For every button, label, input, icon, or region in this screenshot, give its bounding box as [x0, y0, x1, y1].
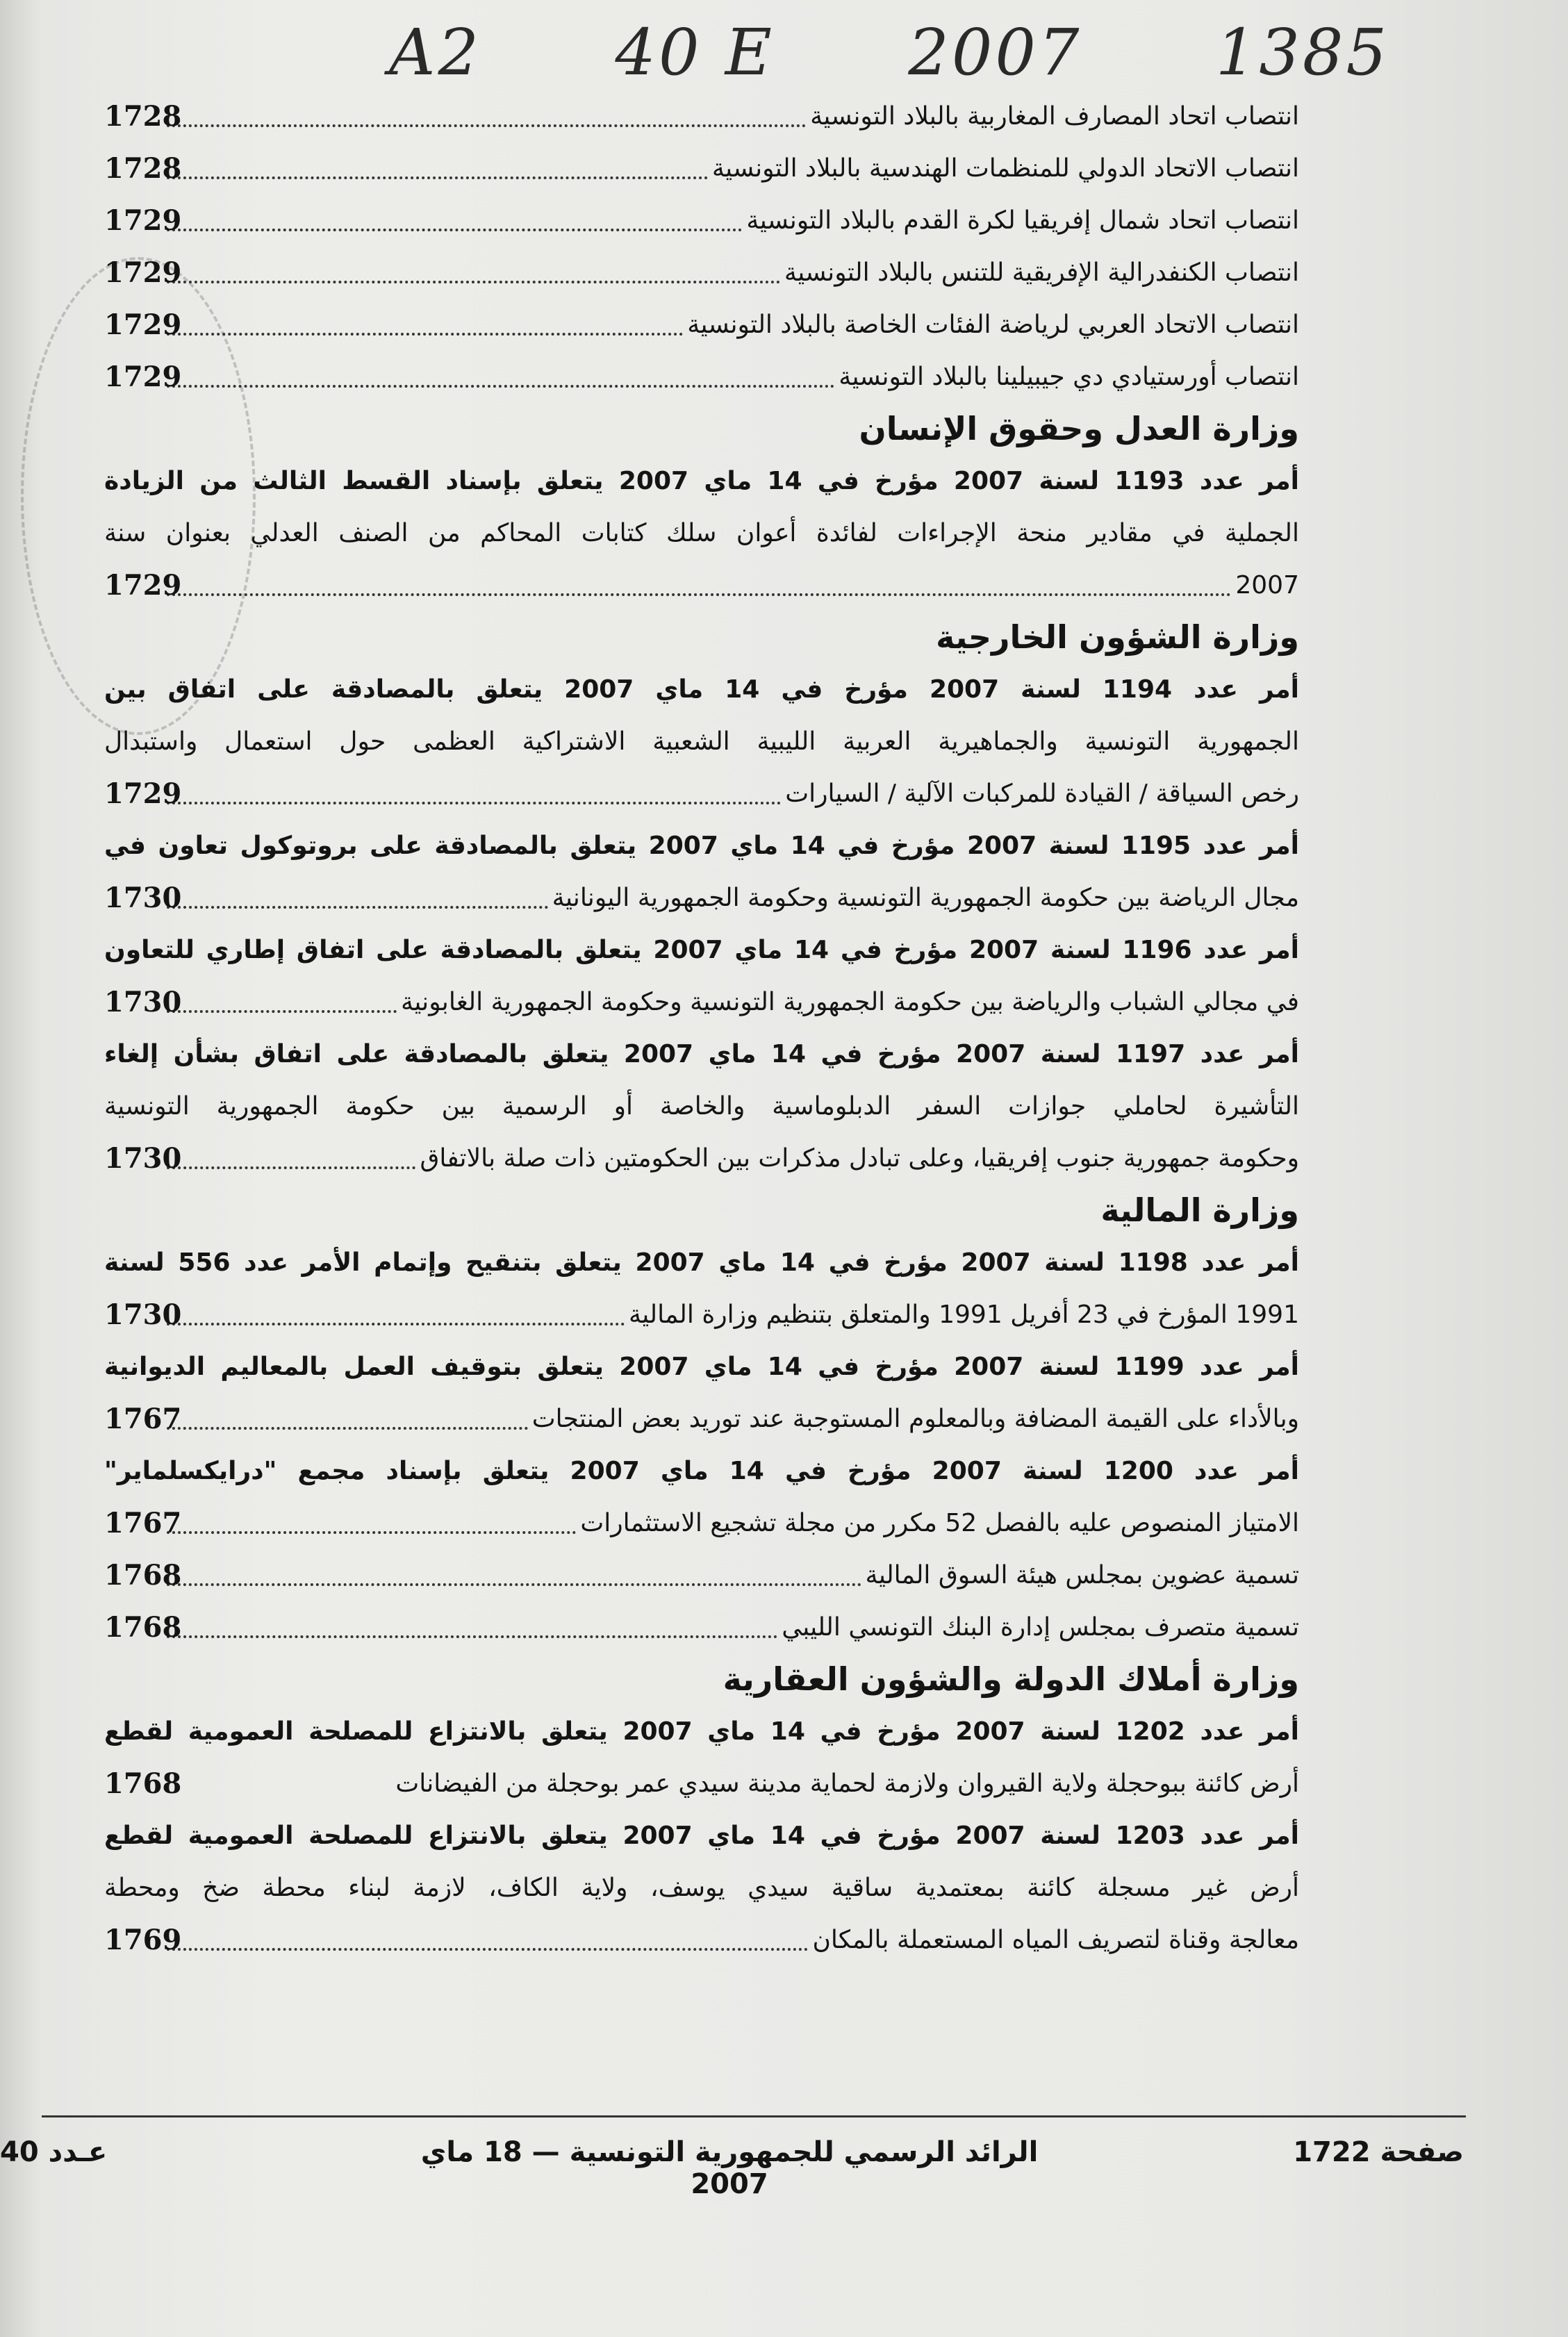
- toc-entry[interactable]: [104, 142, 1299, 195]
- ministry-heading: وزارة الشؤون الخارجية: [936, 618, 1299, 656]
- dot-leader: [167, 332, 683, 336]
- toc-entry[interactable]: [104, 559, 1299, 611]
- toc-entry-text: 1991 المؤرخ في 23 أفريل 1991 والمتعلق بتنظيم وزارة المالية: [629, 1300, 1299, 1329]
- toc-page-number: 1729: [104, 256, 182, 289]
- toc-page-number: 1767: [104, 1403, 182, 1435]
- dot-leader: [167, 801, 781, 804]
- toc-entry[interactable]: [104, 1393, 1299, 1445]
- ministry-heading: وزارة أملاك الدولة والشؤون العقارية: [723, 1660, 1299, 1698]
- toc-entry[interactable]: [104, 247, 1299, 299]
- toc-entry[interactable]: [104, 1758, 1299, 1810]
- publication-title: الرائد الرسمي للجمهورية التونسية — 18 ماي 2007: [420, 2136, 1039, 2200]
- toc-entry[interactable]: [104, 1914, 1299, 1966]
- dot-leader: [167, 593, 1231, 596]
- decree-title-line: أمر عدد 1197 لسنة 2007 مؤرخ في 14 ماي 2007 يتعلق بالمصادقة على اتفاق بشأن إلغاء: [104, 1040, 1300, 1068]
- dot-leader: [167, 1583, 861, 1586]
- dot-leader: [167, 124, 806, 127]
- decree-title-line: أمر عدد 1202 لسنة 2007 مؤرخ في 14 ماي 2007 يتعلق بالانتزاع للمصلحة العمومية لقطع: [104, 1717, 1300, 1746]
- decree-title-line: أمر عدد 1193 لسنة 2007 مؤرخ في 14 ماي 2007 يتعلق بإسناد القسط الثالث من الزيادة: [104, 467, 1300, 495]
- handwritten-ref: A2: [389, 15, 481, 90]
- toc-entry-text: انتصاب اتحاد شمال إفريقيا لكرة القدم بالبلاد التونسية: [746, 206, 1299, 235]
- decree-text-line: الجملية في مقادير منحة الإجراءات لفائدة أعوان سلك كتابات المحاكم من الصنف العدلي بعنوان سنة: [104, 519, 1299, 547]
- handwritten-annotation: [389, 14, 1389, 90]
- toc-entry-text: انتصاب الاتحاد العربي لرياضة الفئات الخاصة بالبلاد التونسية: [687, 311, 1299, 339]
- toc-page-number: 1729: [104, 361, 182, 393]
- dot-leader: [167, 1166, 415, 1169]
- page-number: صفحة 1722: [1293, 2136, 1464, 2168]
- page-footer: [0, 2136, 1568, 2200]
- decree-text-line: أرض غير مسجلة كائنة بمعتمدية ساقية سيدي يوسف، ولاية الكاف، لازمة لبناء محطة ضخ ومحطة: [104, 1874, 1299, 1902]
- toc-entry[interactable]: [104, 1289, 1299, 1341]
- dot-leader: [167, 1530, 576, 1534]
- toc-page-number: 1768: [104, 1559, 182, 1592]
- toc-page-number: 1730: [104, 986, 182, 1018]
- toc-page-number: 1768: [104, 1767, 182, 1800]
- toc-entry-text: وحكومة جمهورية جنوب إفريقيا، وعلى تبادل مذكرات بين الحكومتين ذات صلة بالاتفاق: [420, 1144, 1299, 1173]
- toc-page-number: 1768: [104, 1611, 182, 1644]
- toc-entry[interactable]: [104, 1549, 1299, 1601]
- decree-title-line: أمر عدد 1198 لسنة 2007 مؤرخ في 14 ماي 2007 يتعلق بتنقيح وإتمام الأمر عدد 556 لسنة: [104, 1248, 1299, 1277]
- toc-entry-text: انتصاب اتحاد المصارف المغاربية بالبلاد التونسية: [810, 102, 1299, 131]
- dot-leader: [167, 1635, 777, 1638]
- toc-page-number: 1729: [104, 777, 182, 810]
- dot-leader: [167, 1791, 391, 1794]
- toc-page-number: 1729: [104, 308, 182, 341]
- toc-page-number: 1730: [104, 1298, 182, 1331]
- toc-page-number: 1729: [104, 204, 182, 237]
- toc-entry[interactable]: [104, 1132, 1299, 1184]
- footer-rule: [42, 2115, 1466, 2117]
- toc-entry-text: انتصاب الكنفدرالية الإفريقية للتنس بالبلاد التونسية: [784, 258, 1299, 287]
- dot-leader: [167, 176, 708, 179]
- toc-page-number: 1728: [104, 152, 182, 185]
- decree-title-line: أمر عدد 1196 لسنة 2007 مؤرخ في 14 ماي 2007 يتعلق بالمصادقة على اتفاق إطاري للتعاون: [104, 936, 1300, 964]
- decree-title-line: أمر عدد 1195 لسنة 2007 مؤرخ في 14 ماي 2007 يتعلق بالمصادقة على بروتوكول تعاون في: [104, 832, 1300, 860]
- toc-entry-text: تسمية عضوين بمجلس هيئة السوق المالية: [865, 1561, 1299, 1589]
- toc-entry-text: أرض كائنة ببوحجلة ولاية القيروان ولازمة لحماية مدينة سيدي عمر بوحجلة من الفيضانات: [395, 1769, 1299, 1798]
- toc-page-number: 1769: [104, 1924, 182, 1956]
- toc-entry[interactable]: [104, 195, 1299, 247]
- toc-page-number: 1767: [104, 1507, 182, 1539]
- toc-entry-text: 2007: [1235, 571, 1299, 600]
- toc-entry-text: تسمية متصرف بمجلس إدارة البنك التونسي الليبي: [782, 1613, 1299, 1642]
- toc-entry-text: في مجالي الشباب والرياضة بين حكومة الجمهورية التونسية وحكومة الجمهورية الغابونية: [401, 988, 1299, 1016]
- dot-leader: [167, 1009, 397, 1013]
- toc-entry-text: انتصاب الاتحاد الدولي للمنظمات الهندسية بالبلاد التونسية: [711, 154, 1299, 183]
- toc-page-number: 1730: [104, 882, 182, 914]
- decree-text-line: التأشيرة لحاملي جوازات السفر الدبلوماسية والخاصة أو الرسمية بين حكومة الجمهورية التونسية: [104, 1092, 1299, 1121]
- dot-leader: [167, 1426, 528, 1430]
- dot-leader: [167, 1947, 808, 1951]
- toc-page-number: 1729: [104, 569, 182, 602]
- toc-entry[interactable]: [104, 351, 1299, 403]
- handwritten-number: 1385: [1215, 15, 1389, 90]
- handwritten-year: 2007: [908, 15, 1082, 90]
- toc-page-number: 1728: [104, 100, 182, 133]
- issue-number: عـدد 40: [0, 2136, 108, 2168]
- toc-entry-text: رخص السياقة / القيادة للمركبات الآلية / السيارات: [785, 779, 1299, 808]
- toc-entry[interactable]: [104, 872, 1299, 924]
- toc-page-number: 1730: [104, 1142, 182, 1175]
- toc-entry[interactable]: [104, 90, 1299, 142]
- dot-leader: [167, 228, 742, 231]
- dot-leader: [167, 905, 548, 909]
- toc-entry-text: معالجة وقناة لتصريف المياه المستعملة بالمكان: [812, 1926, 1299, 1954]
- decree-text-line: الجمهورية التونسية والجماهيرية العربية الليبية الشعبية الاشتراكية العظمى حول استعمال واستبدال: [104, 727, 1299, 756]
- dot-leader: [167, 280, 780, 283]
- toc-entry[interactable]: [104, 1497, 1299, 1549]
- decree-title-line: أمر عدد 1199 لسنة 2007 مؤرخ في 14 ماي 2007 يتعلق بتوقيف العمل بالمعاليم الديوانية: [104, 1353, 1299, 1381]
- decree-title-line: أمر عدد 1194 لسنة 2007 مؤرخ في 14 ماي 2007 يتعلق بالمصادقة على اتفاق بين: [104, 675, 1300, 704]
- toc-entry-text: الامتياز المنصوص عليه بالفصل 52 مكرر من مجلة تشجيع الاستثمارات: [580, 1509, 1299, 1537]
- toc-entry-text: مجال الرياضة بين حكومة الجمهورية التونسية وحكومة الجمهورية اليونانية: [552, 884, 1299, 912]
- decree-title-line: أمر عدد 1200 لسنة 2007 مؤرخ في 14 ماي 2007 يتعلق بإسناد مجمع "درايكسلماير": [104, 1457, 1300, 1485]
- toc-entry-text: انتصاب أورستيادي دي جيبيلينا بالبلاد التونسية: [839, 363, 1299, 391]
- ministry-heading: وزارة العدل وحقوق الإنسان: [859, 410, 1299, 447]
- toc-entry[interactable]: [104, 976, 1299, 1028]
- handwritten-issue: 40 E: [615, 15, 775, 90]
- ministry-heading: وزارة المالية: [1100, 1191, 1299, 1229]
- decree-title-line: أمر عدد 1203 لسنة 2007 مؤرخ في 14 ماي 2007 يتعلق بالانتزاع للمصلحة العمومية لقطع: [104, 1822, 1300, 1850]
- dot-leader: [167, 1322, 625, 1326]
- toc-entry[interactable]: [104, 1601, 1299, 1653]
- toc-entry[interactable]: [104, 299, 1299, 351]
- table-of-contents: [104, 90, 1299, 1966]
- toc-entry[interactable]: [104, 768, 1299, 820]
- dot-leader: [167, 384, 834, 388]
- toc-entry-text: وبالأداء على القيمة المضافة وبالمعلوم المستوجبة عند توريد بعض المنتجات: [531, 1405, 1299, 1433]
